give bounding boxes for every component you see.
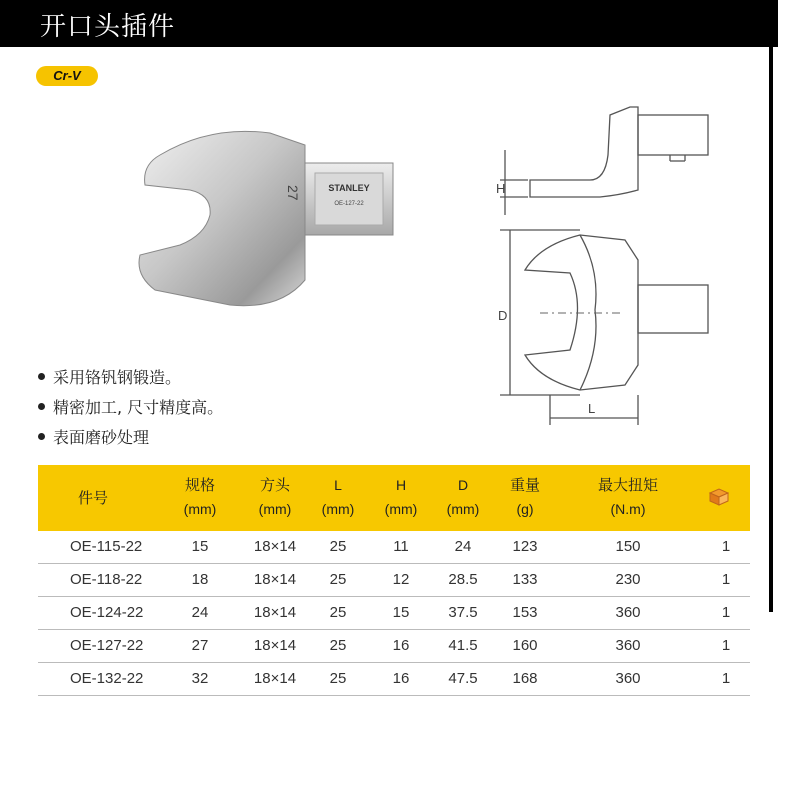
feature-text: 精密加工, 尺寸精度高。 [53,398,224,417]
table-cell: OE-132-22 [70,670,144,687]
table-cell: 18×14 [253,571,297,588]
table-cell: 123 [512,538,538,555]
table-cell: 360 [615,637,641,654]
column-header-text: (mm) [384,501,418,517]
table-cell: 25 [329,571,347,588]
table-cell: OE-118-22 [70,571,143,588]
table-row [38,630,750,663]
table-cell: 160 [512,637,538,654]
table-cell: 28.5 [448,571,478,588]
size-engraving: 27 [285,185,301,201]
table-cell: 18×14 [253,538,297,555]
table-cell: 11 [393,538,409,555]
dimension-h-label: H [496,181,506,196]
feature-item [38,366,223,396]
column-header-square-drive [246,473,304,521]
table-cell: 168 [512,670,538,687]
column-header-text: 件号 [77,489,108,507]
feature-list [38,366,223,456]
feature-item [38,396,223,426]
column-header-text: (mm) [321,501,355,517]
brand-engraving: STANLEY [328,183,370,193]
table-cell: 47.5 [448,670,478,687]
column-header-text: L [334,477,342,493]
table-cell: 230 [615,571,641,588]
bullet-icon [38,433,45,440]
table-cell: 32 [191,670,209,687]
column-header-d [438,473,488,521]
table-cell: 16 [392,637,410,654]
table-cell: 25 [329,604,347,621]
table-cell: 15 [392,604,410,621]
bullet-icon [38,373,45,380]
column-header-text: D [457,477,469,493]
table-cell: 1 [721,538,731,555]
technical-drawing [470,95,730,435]
column-header-h [376,473,426,521]
table-cell: 25 [329,670,347,687]
title-bar [0,0,778,47]
table-cell: 360 [615,670,641,687]
table-cell: 150 [615,538,641,555]
table-cell: 16 [392,670,410,687]
table-row [38,531,750,564]
feature-item [38,426,223,456]
model-engraving: OE-127-22 [334,201,364,207]
column-header-text: 方头 [259,476,290,494]
column-header-text: (g) [516,501,534,517]
table-header [38,465,750,531]
table-cell: 1 [721,571,731,588]
table-cell: 24 [191,604,209,621]
table-cell: OE-115-22 [70,538,143,555]
table-row [38,663,750,696]
table-cell: 41.5 [448,637,478,654]
product-photo [120,115,400,315]
table-cell: 133 [512,571,538,588]
table-cell: 27 [191,637,209,654]
table-cell: 18×14 [253,670,297,687]
column-header-text: 规格 [184,476,215,494]
table-cell: 1 [721,670,731,687]
column-header-part [58,486,128,510]
table-row [38,597,750,630]
feature-text: 采用铬钒钢锻造。 [53,368,182,387]
bullet-icon [38,403,45,410]
dimension-l-label: L [588,401,596,416]
column-header-text: (mm) [446,501,480,517]
table-cell: 18×14 [253,604,297,621]
column-header-text: (mm) [258,501,292,517]
column-header-weight [500,473,550,521]
material-badge: Cr-V [36,66,98,86]
table-cell: 25 [329,637,347,654]
column-header-max-torque [578,473,678,521]
page-border [769,47,773,612]
column-header-size [173,473,227,521]
package-icon [708,487,730,507]
table-cell: OE-127-22 [70,637,144,654]
dimension-d-label: D [498,308,508,323]
table-cell: 1 [721,604,731,621]
page-title: 开口头插件 [40,12,176,42]
feature-text: 表面磨砂处理 [53,428,150,447]
table-cell: 15 [191,538,209,555]
column-header-text: (mm) [183,501,217,517]
table-cell: 24 [454,538,472,555]
table-cell: 12 [392,571,410,588]
column-header-text: 最大扭矩 [597,476,658,494]
column-header-text: (N.m) [610,501,646,517]
table-cell: 1 [721,637,731,654]
table-cell: OE-124-22 [70,604,144,621]
table-cell: 18×14 [253,637,297,654]
table-cell: 25 [329,538,347,555]
table-cell: 360 [615,604,641,621]
table-cell: 153 [512,604,538,621]
table-cell: 37.5 [448,604,478,621]
column-header-l [314,473,362,521]
spec-table [38,465,750,696]
table-row [38,564,750,597]
table-cell: 18 [191,571,209,588]
column-header-text: H [395,477,407,493]
column-header-text: 重量 [509,476,540,494]
